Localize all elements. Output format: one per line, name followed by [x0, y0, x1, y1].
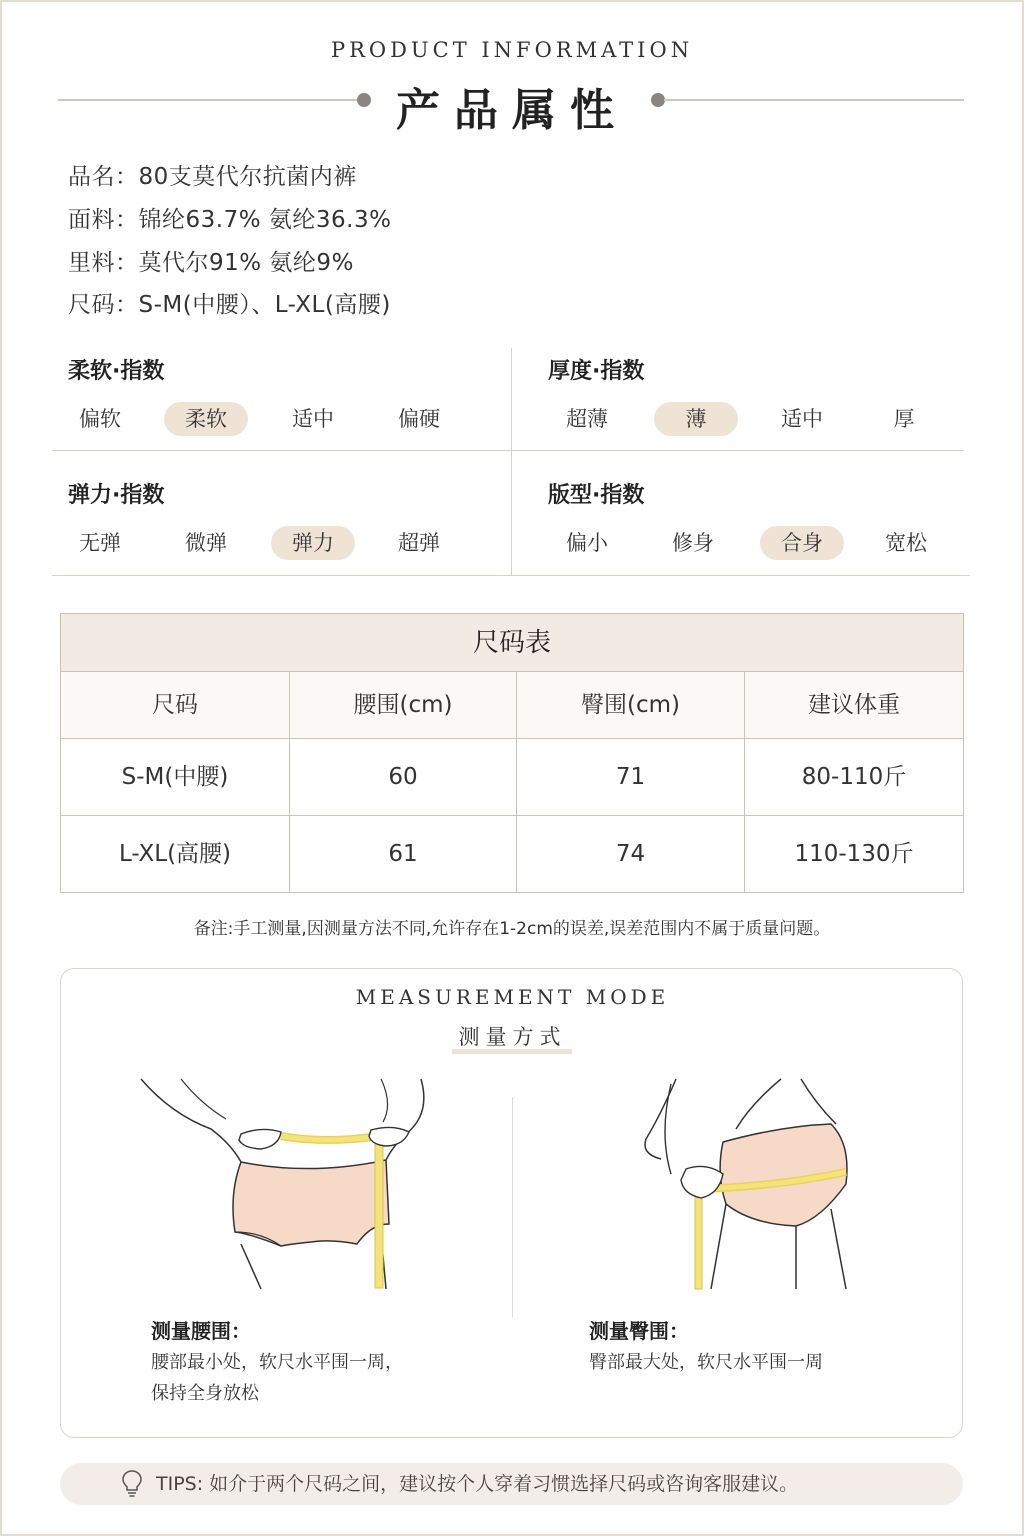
header-line-left [58, 99, 358, 101]
waist-measure-desc: 腰部最小处，软尺水平围一周， 保持全身放松 [151, 1352, 403, 1404]
size-table-title: 尺码表 [61, 614, 963, 672]
header-dot-left [357, 93, 371, 107]
hip-measure-illustration [631, 1074, 871, 1294]
index-softness-option: 适中 [292, 407, 334, 431]
header-line-right [664, 99, 964, 101]
waist-measure-label: 测量腰围： [151, 1319, 251, 1343]
index-fit [548, 478, 988, 555]
waist-measure-illustration [131, 1074, 451, 1294]
index-fit-option: 偏小 [566, 531, 608, 555]
index-softness [68, 354, 508, 431]
index-elasticity-option: 超弹 [398, 531, 440, 555]
index-thickness-option: 超薄 [566, 407, 608, 431]
spec-size: 尺码：S-M(中腰）、L-XL(高腰) [68, 292, 391, 318]
index-grid-hline-bottom [52, 575, 970, 576]
index-elasticity [68, 478, 508, 555]
table-cell: L-XL(高腰) [61, 816, 290, 892]
table-cell: 60 [290, 739, 517, 815]
table-cell: 74 [517, 816, 745, 892]
header-title-en: PRODUCT INFORMATION [330, 38, 694, 62]
index-thickness-option: 适中 [781, 407, 823, 431]
index-thickness-option-selected: 薄 [654, 402, 738, 436]
index-fit-title: 版型·指数 [548, 483, 645, 508]
size-table-header-cell: 腰围(cm) [290, 672, 517, 738]
measurement-title-en: MEASUREMENT MODE [355, 985, 670, 1009]
index-elasticity-option: 微弹 [185, 531, 227, 555]
table-cell: S-M(中腰) [61, 739, 290, 815]
index-softness-option: 偏硬 [398, 407, 440, 431]
size-table-header-cell: 尺码 [61, 672, 290, 738]
index-softness-title: 柔软·指数 [68, 359, 165, 384]
index-fit-option-selected: 合身 [760, 526, 844, 560]
index-softness-option: 偏软 [79, 407, 121, 431]
tips-text: TIPS: 如介于两个尺码之间，建议按个人穿着习惯选择尺码或咨询客服建议。 [156, 1473, 799, 1495]
index-fit-option: 修身 [672, 531, 714, 555]
spec-lining: 里料：莫代尔91% 氨纶9% [68, 250, 354, 276]
lightbulb-icon [120, 1469, 144, 1499]
index-thickness [548, 354, 988, 431]
index-grid-vline [511, 348, 512, 576]
hip-measure-desc: 臀部最大处，软尺水平围一周 [589, 1352, 823, 1373]
hip-measure-label: 测量臀围： [589, 1319, 689, 1343]
spec-name: 品名：80支莫代尔抗菌内裤 [68, 164, 357, 190]
table-cell: 110-130斤 [794, 841, 914, 867]
index-elasticity-title: 弹力·指数 [68, 483, 165, 508]
index-thickness-title: 厚度·指数 [548, 359, 645, 384]
measurement-divider [512, 1097, 513, 1317]
table-row [61, 739, 963, 816]
index-elasticity-option-selected: 弹力 [271, 526, 355, 560]
index-thickness-option: 厚 [893, 407, 915, 431]
tips-bar [60, 1463, 963, 1505]
spec-fabric: 面料：锦纶63.7% 氨纶36.3% [68, 207, 392, 233]
measurement-card [60, 968, 963, 1438]
measurement-note: 备注:手工测量,因测量方法不同,允许存在1-2cm的误差,误差范围内不属于质量问题。 [193, 919, 831, 939]
index-grid-hline-mid [52, 450, 964, 451]
header-dot-right [651, 93, 665, 107]
size-table-header-row [61, 672, 963, 739]
size-table-header-cell: 臀围(cm) [517, 672, 745, 738]
table-row [61, 816, 963, 892]
index-softness-option-selected: 柔软 [164, 402, 248, 436]
table-cell: 71 [517, 739, 745, 815]
header-title-cn: 产品属性 [396, 85, 628, 136]
table-cell: 80-110斤 [801, 764, 907, 790]
measurement-title-cn: 测量方式 [458, 1025, 567, 1049]
size-table-header-cell: 建议体重 [745, 672, 963, 738]
table-cell: 61 [290, 816, 517, 892]
index-fit-option: 宽松 [885, 531, 927, 555]
size-table [60, 613, 964, 893]
index-elasticity-option: 无弹 [79, 531, 121, 555]
